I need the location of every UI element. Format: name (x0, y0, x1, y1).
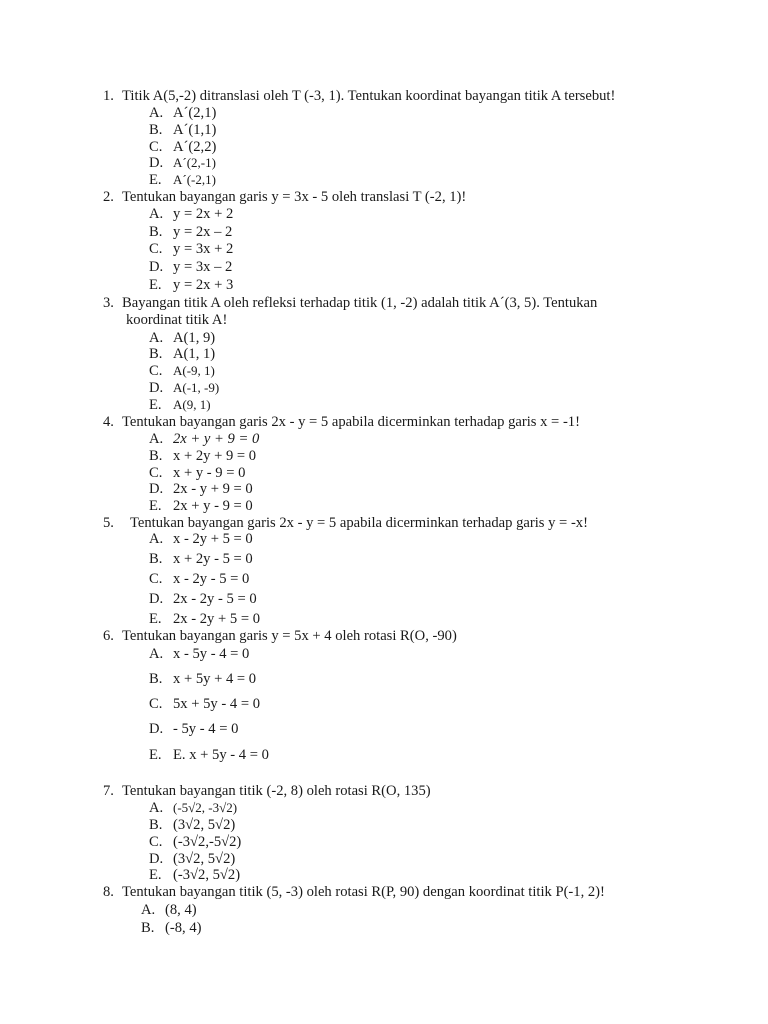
option-7a (149, 800, 237, 816)
option-7b (149, 817, 235, 833)
option-letter: E. (149, 867, 162, 883)
option-letter: A. (149, 330, 164, 346)
option-letter: D. (149, 380, 164, 396)
option-letter: A. (149, 206, 164, 222)
option-4d (149, 481, 253, 497)
question-text: Tentukan bayangan titik (-2, 8) oleh rotasi R(O, 135) (122, 783, 431, 799)
option-5a (149, 531, 253, 547)
option-text: x + 2y + 9 = 0 (173, 448, 257, 464)
option-letter: D. (149, 155, 164, 171)
option-text: y = 3x – 2 (173, 259, 233, 275)
question-4 (103, 414, 580, 430)
option-2b (149, 224, 232, 240)
option-letter: E. (149, 747, 162, 763)
question-6 (103, 628, 457, 644)
option-2a (149, 206, 233, 222)
option-2e (149, 277, 233, 293)
option-text: x - 2y + 5 = 0 (173, 531, 253, 547)
question-text: Tentukan bayangan garis y = 5x + 4 oleh rotasi R(O, -90) (122, 628, 457, 644)
question-number: 1. (103, 88, 114, 104)
option-text: 5x + 5y - 4 = 0 (173, 696, 260, 712)
option-letter: B. (149, 671, 163, 687)
option-3a (149, 330, 215, 346)
option-text: A(-9, 1) (173, 363, 215, 378)
option-text: 2x + y - 9 = 0 (173, 498, 253, 514)
option-text: A´(-2,1) (173, 172, 216, 187)
option-8b (141, 920, 201, 936)
option-text: 2x - 2y - 5 = 0 (173, 591, 257, 607)
option-1e (149, 172, 216, 188)
option-7c (149, 834, 241, 850)
option-text: 2x + y + 9 = 0 (173, 431, 260, 447)
option-2d (149, 259, 232, 275)
option-letter: D. (149, 591, 164, 607)
option-letter: E. (149, 277, 162, 293)
option-letter: A. (149, 800, 164, 816)
option-3c (149, 363, 215, 379)
option-text: y = 2x + 3 (173, 277, 234, 293)
question-1 (103, 88, 615, 104)
option-text: (3√2, 5√2) (173, 817, 236, 833)
option-text: y = 2x + 2 (173, 206, 234, 222)
option-text: A(9, 1) (173, 397, 211, 412)
question-text: Titik A(5,-2) ditranslasi oleh T (-3, 1). Tentukan koordinat bayangan titik A tersebut! (122, 88, 616, 104)
option-letter: C. (149, 834, 163, 850)
option-letter: A. (149, 646, 164, 662)
question-8 (103, 884, 605, 900)
option-text: 2x - y + 9 = 0 (173, 481, 253, 497)
option-letter: C. (149, 363, 163, 379)
option-letter: A. (141, 902, 156, 918)
option-letter: E. (149, 611, 162, 627)
option-letter: D. (149, 721, 164, 737)
option-text: (-5√2, -3√2) (173, 800, 238, 815)
option-letter: B. (149, 122, 163, 138)
option-text: (-8, 4) (165, 920, 202, 936)
option-6c (149, 696, 260, 712)
option-text: A´(2,2) (173, 139, 217, 155)
option-letter: A. (149, 105, 164, 121)
option-letter: C. (149, 139, 163, 155)
question-text: Bayangan titik A oleh refleksi terhadap titik (1, -2) adalah titik A´(3, 5). Tentukan (122, 295, 598, 311)
option-letter: D. (149, 259, 164, 275)
option-letter: A. (149, 431, 164, 447)
option-letter: E. (149, 172, 162, 188)
option-2c (149, 241, 233, 257)
option-6e (149, 747, 269, 763)
option-letter: B. (149, 346, 163, 362)
option-text: A(1, 1) (173, 346, 216, 362)
option-3d (149, 380, 219, 396)
option-1c (149, 139, 216, 155)
option-5d (149, 591, 257, 607)
option-4b (149, 448, 256, 464)
option-letter: B. (149, 224, 163, 240)
option-1b (149, 122, 216, 138)
option-letter: B. (149, 448, 163, 464)
question-7 (103, 783, 431, 799)
option-letter: C. (149, 241, 163, 257)
option-letter: C. (149, 571, 163, 587)
option-text: x + 2y - 5 = 0 (173, 551, 253, 567)
option-letter: C. (149, 696, 163, 712)
option-letter: B. (149, 551, 163, 567)
option-text: y = 2x – 2 (173, 224, 233, 240)
question-text: Tentukan bayangan titik (5, -3) oleh rotasi R(P, 90) dengan koordinat titik P(-1, 2)! (122, 884, 605, 900)
option-text: - 5y - 4 = 0 (173, 721, 239, 737)
option-5e (149, 611, 260, 627)
question-text: Tentukan bayangan garis y = 3x - 5 oleh translasi T (-2, 1)! (122, 189, 467, 205)
option-6b (149, 671, 256, 687)
option-letter: E. (149, 397, 162, 413)
option-text: (8, 4) (165, 902, 197, 918)
option-letter: A. (149, 531, 164, 547)
option-letter: D. (149, 851, 164, 867)
option-5c (149, 571, 249, 587)
option-3b (149, 346, 215, 362)
question-3 (103, 295, 597, 311)
option-text: (-3√2,-5√2) (173, 834, 242, 850)
option-text: (3√2, 5√2) (173, 851, 236, 867)
question-number: 6. (103, 628, 114, 644)
question-number: 8. (103, 884, 114, 900)
option-3e (149, 397, 211, 413)
option-text: A(1, 9) (173, 330, 216, 346)
option-text: x + y - 9 = 0 (173, 465, 246, 481)
option-1a (149, 105, 216, 121)
option-letter: D. (149, 481, 164, 497)
option-5b (149, 551, 253, 567)
question-text: Tentukan bayangan garis 2x - y = 5 apabila dicerminkan terhadap garis y = -x! (130, 515, 588, 531)
option-4e (149, 498, 253, 514)
option-8a (141, 902, 197, 918)
option-text: (-3√2, 5√2) (173, 867, 241, 883)
option-6a (149, 646, 249, 662)
question-number: 2. (103, 189, 114, 205)
option-letter: C. (149, 465, 163, 481)
option-text: x - 2y - 5 = 0 (173, 571, 250, 587)
option-4c (149, 465, 245, 481)
question-number: 5. (103, 515, 114, 531)
question-2 (103, 189, 466, 205)
option-6d (149, 721, 238, 737)
option-text: x + 5y + 4 = 0 (173, 671, 257, 687)
option-4a (149, 431, 259, 447)
question-3-line2: koordinat titik A! (126, 312, 228, 328)
option-text: A´(2,1) (173, 105, 217, 121)
question-text: Tentukan bayangan garis 2x - y = 5 apabila dicerminkan terhadap garis x = -1! (122, 414, 580, 430)
question-5 (103, 515, 588, 531)
option-text: A(-1, -9) (173, 380, 220, 395)
option-7e (149, 867, 240, 883)
option-1d (149, 155, 216, 171)
option-text: y = 3x + 2 (173, 241, 234, 257)
option-letter: B. (141, 920, 155, 936)
option-letter: E. (149, 498, 162, 514)
question-number: 4. (103, 414, 114, 430)
question-number: 3. (103, 295, 114, 311)
option-text: 2x - 2y + 5 = 0 (173, 611, 260, 627)
option-text: E. x + 5y - 4 = 0 (173, 747, 269, 763)
option-text: x - 5y - 4 = 0 (173, 646, 250, 662)
question-number: 7. (103, 783, 114, 799)
option-7d (149, 851, 235, 867)
option-text: A´(1,1) (173, 122, 217, 138)
option-text: A´(2,-1) (173, 155, 216, 170)
option-letter: B. (149, 817, 163, 833)
